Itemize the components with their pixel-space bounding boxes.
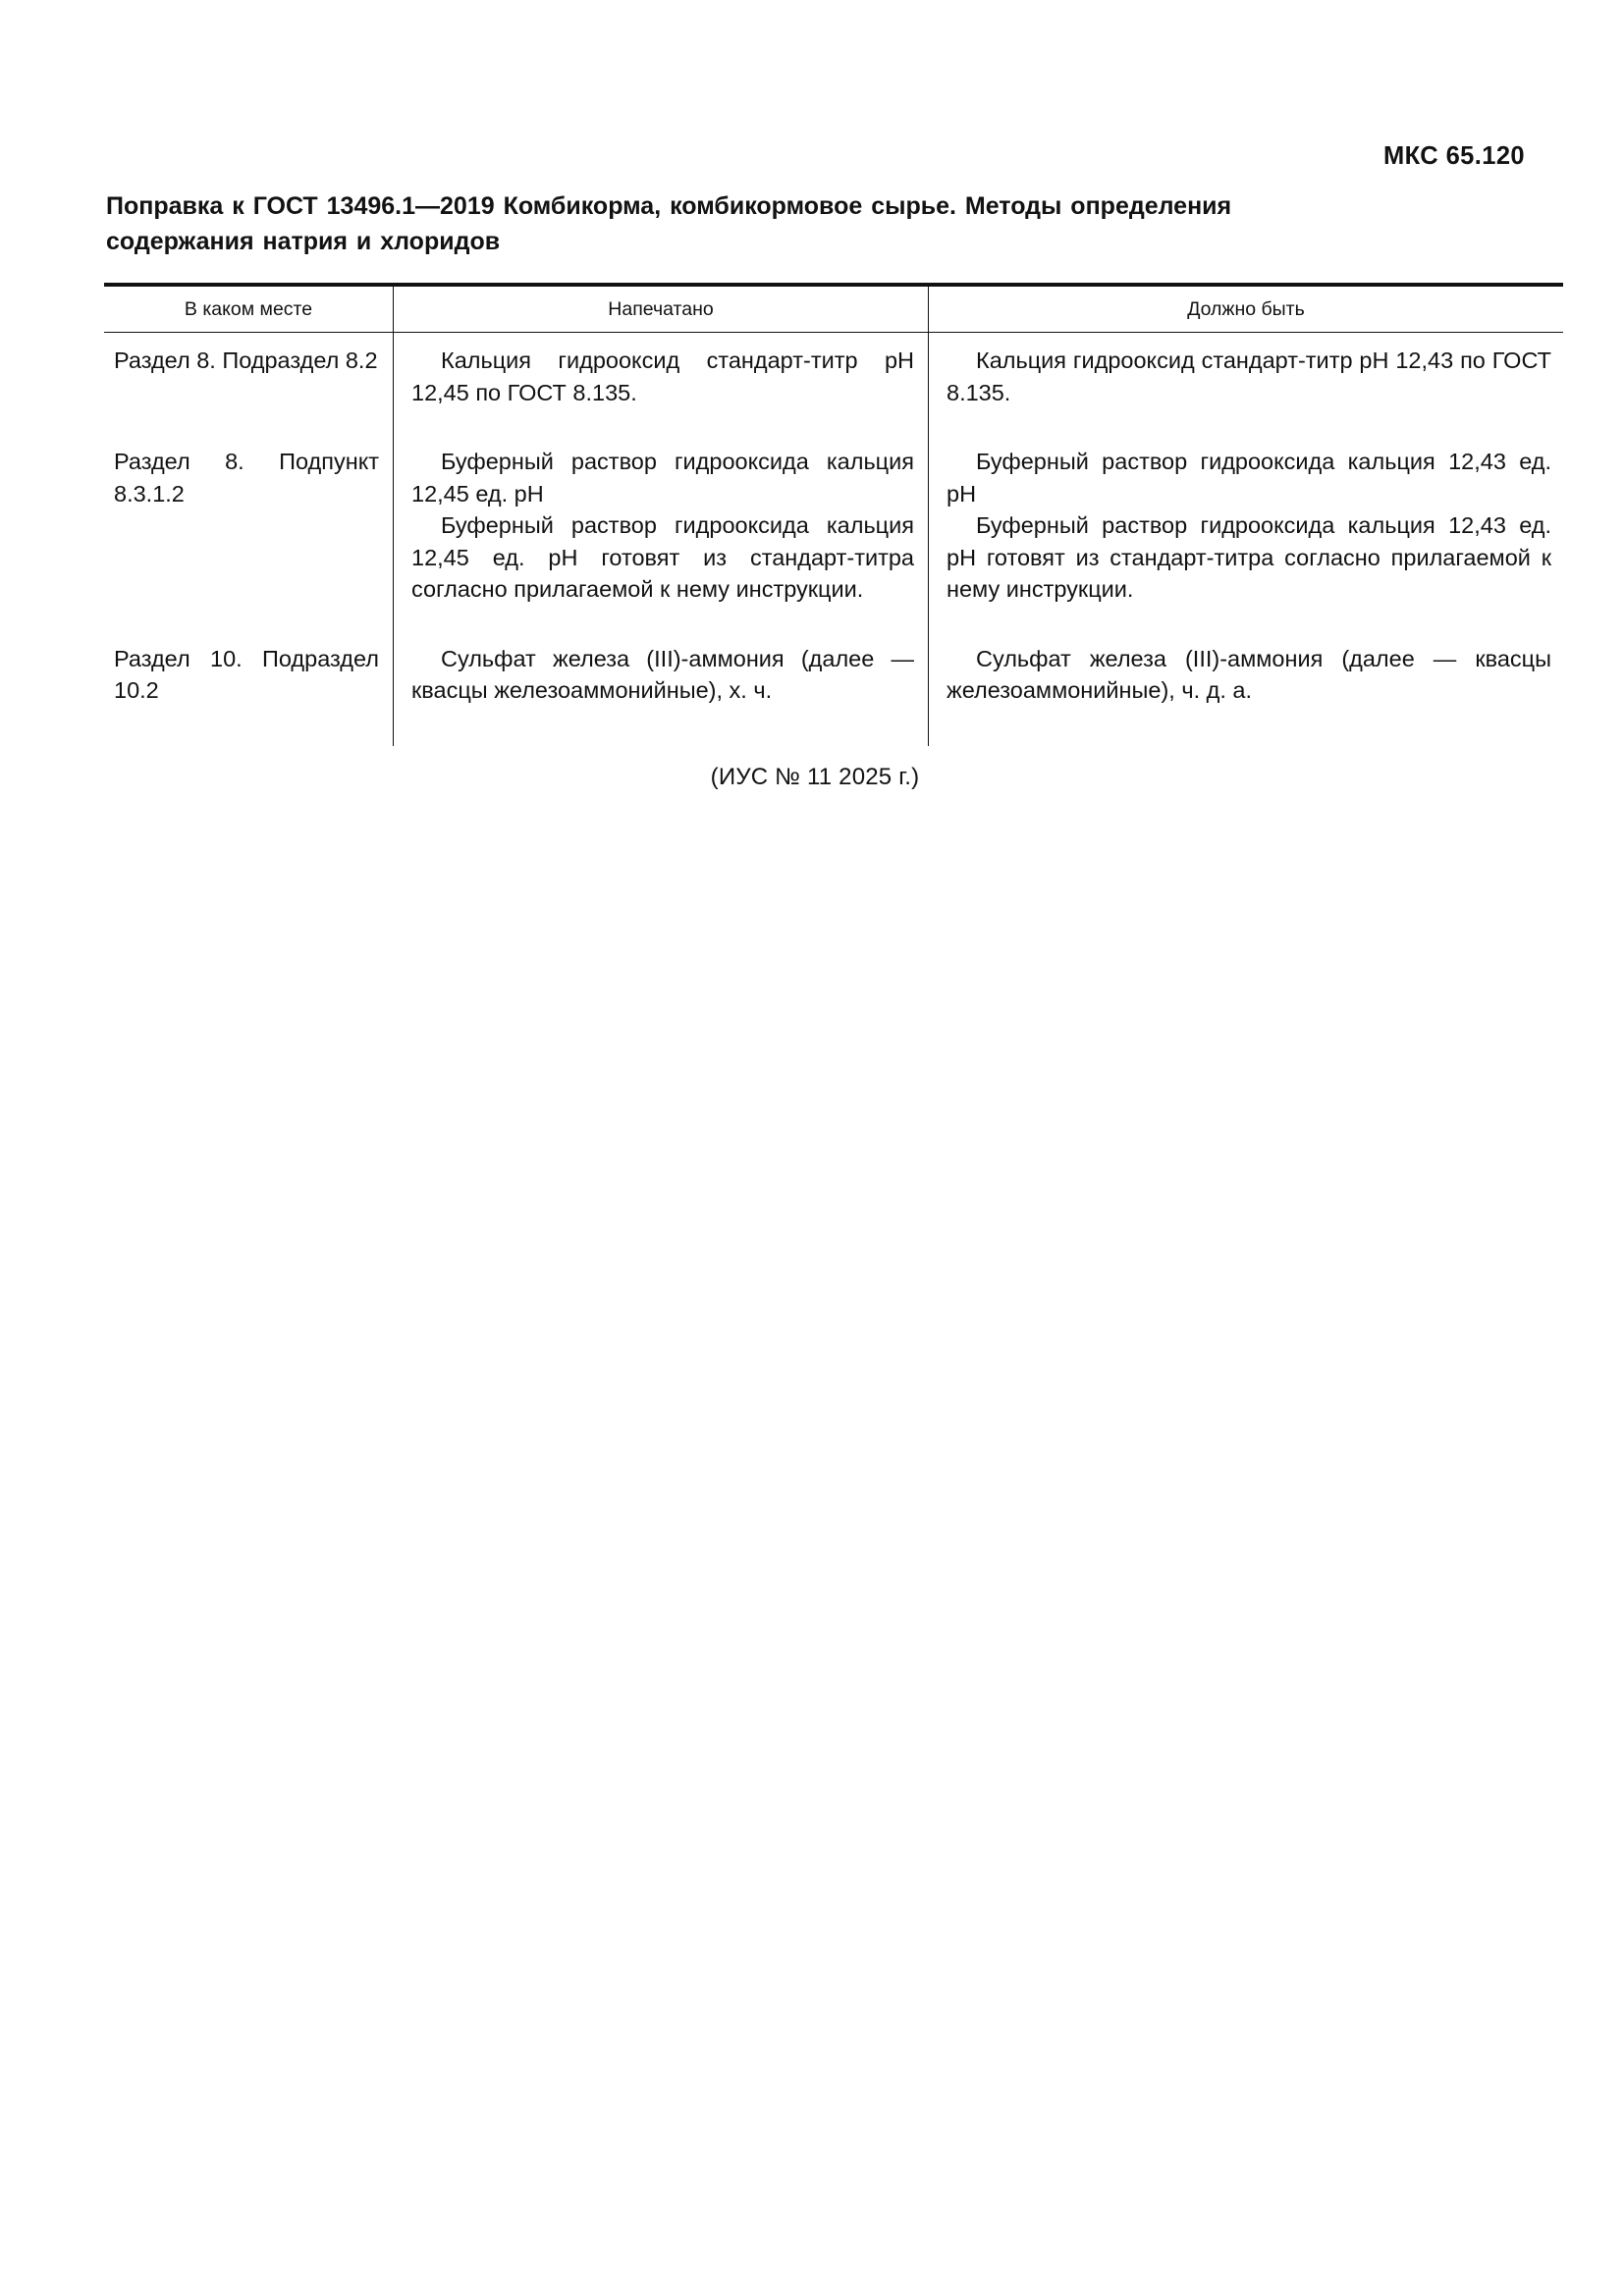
cell-paragraph: Буферный раствор гидрооксида кальция 12,45 ед. pH [411,449,914,507]
cell-correct [929,631,1564,746]
column-header-printed: Напечатано [394,285,929,333]
cell-paragraph: Кальция гидрооксид стандарт-титр pH 12,45 по ГОСТ 8.135. [411,347,914,405]
ius-reference: (ИУС № 11 2025 г.) [710,764,920,790]
table-header-row [104,285,1563,333]
cell-paragraph: Буферный раствор гидрооксида кальция 12,43 ед. pH готовят из стандарт-титра согласно прилагаемой к нему инструкции. [947,512,1551,602]
cell-paragraph: Кальция гидрооксид стандарт-титр pH 12,43 по ГОСТ 8.135. [947,347,1551,405]
table-row [104,333,1563,435]
title-line-1: Поправка к ГОСТ 13496.1—2019 Комбикорма, комбикормовое сырье. Методы определения [106,192,1232,220]
cell-paragraph: Сульфат железа (III)-аммония (далее — квасцы железоаммонийные), ч. д. а. [947,645,1551,703]
cell-paragraph: Буферный раствор гидрооксида кальция 12,43 ед. pH [947,449,1551,507]
cell-location: Раздел 8. Подпункт 8.3.1.2 [104,434,394,631]
cell-location: Раздел 10. Подраздел 10.2 [104,631,394,746]
cell-location: Раздел 8. Подраздел 8.2 [104,333,394,435]
page-title [106,188,1527,259]
corrections-table [104,283,1563,746]
cell-correct [929,434,1564,631]
table-row [104,631,1563,746]
cell-correct [929,333,1564,435]
cell-printed [394,434,929,631]
column-header-correct: Должно быть [929,285,1564,333]
cell-paragraph: Сульфат железа (III)-аммония (далее — квасцы железоаммонийные), х. ч. [411,645,914,703]
cell-printed [394,333,929,435]
cell-printed [394,631,929,746]
cell-paragraph: Буферный раствор гидрооксида кальция 12,45 ед. pH готовят из стандарт-титра согласно прилагаемой к нему инструкции. [411,512,914,602]
title-line-2: содержания натрия и хлоридов [106,228,501,255]
table-row [104,434,1563,631]
column-header-location: В каком месте [104,285,394,333]
mks-classification-code: МКС 65.120 [1383,142,1525,170]
